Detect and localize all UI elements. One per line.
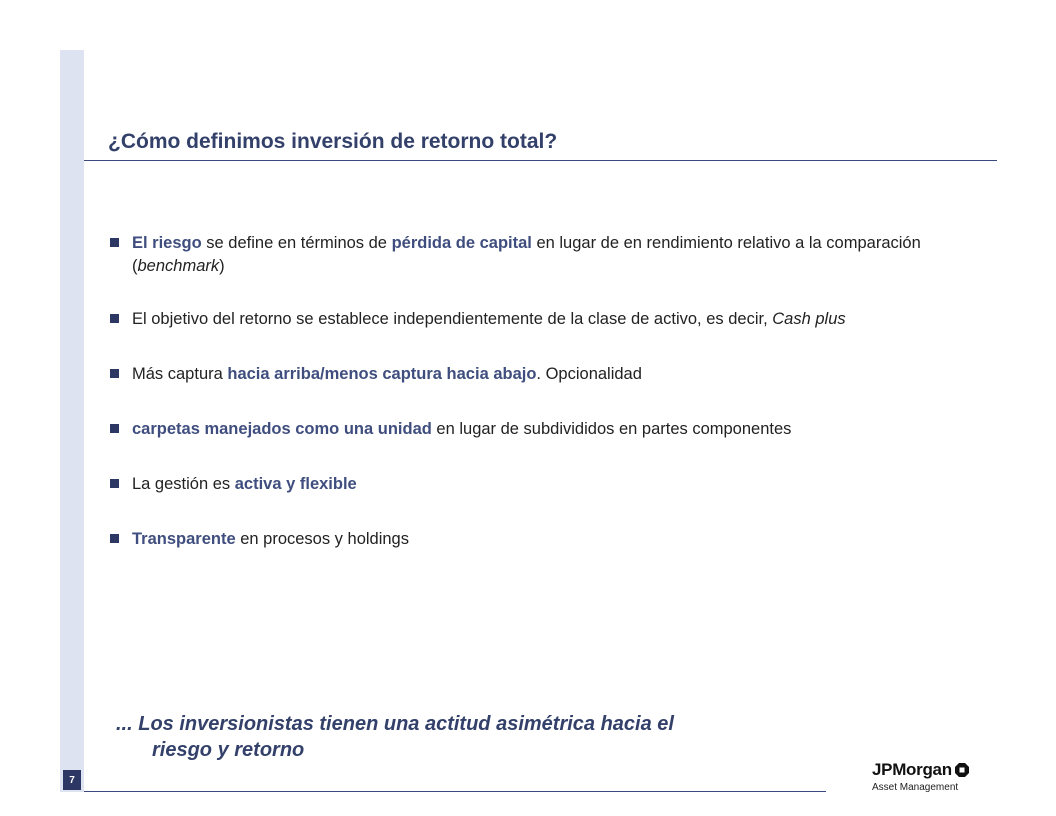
bullet-text: El objetivo del retorno se establece independientemente de la clase de activo, es decir,	[132, 310, 773, 328]
bullet-text: en lugar de en rendimiento relativo a la comparación (	[132, 234, 921, 275]
bullet-highlight: activa y flexible	[234, 475, 357, 493]
bullet-capture	[108, 363, 998, 386]
page-number: 7	[63, 770, 81, 790]
bullet-highlight: pérdida de capital	[391, 234, 532, 252]
title-divider	[84, 160, 997, 161]
bullet-management	[108, 473, 998, 496]
bullet-text: Más captura	[132, 365, 228, 383]
bullet-italic: Cash plus	[772, 310, 846, 328]
bullet-text: . Opcionalidad	[536, 365, 642, 383]
bullet-list	[108, 232, 998, 551]
bullet-risk	[108, 232, 998, 278]
logo-wordmark	[872, 760, 1012, 780]
bullet-highlight: carpetas manejados como una unidad	[132, 420, 432, 438]
jpmorgan-logo	[872, 760, 1012, 796]
bullet-highlight: El riesgo	[132, 234, 202, 252]
bullet-transparency	[108, 528, 998, 551]
conclusion-line-1: ... Los inversionistas tienen una actitud asimétrica hacia el	[116, 713, 674, 735]
bullet-highlight: Transparente	[132, 530, 236, 548]
logo-subtitle: Asset Management	[872, 782, 959, 793]
octagon-logo-icon	[955, 763, 969, 777]
logo-name: JPMorgan	[872, 760, 952, 779]
bullet-portfolios	[108, 418, 998, 441]
conclusion-line-2: riesgo y retorno	[152, 739, 305, 761]
conclusion-statement	[116, 711, 856, 763]
slide-title: ¿Cómo definimos inversión de retorno total?	[108, 130, 558, 153]
bullet-highlight: hacia arriba/menos captura hacia abajo	[227, 365, 537, 383]
bullet-text: en lugar de subdivididos en partes componentes	[431, 420, 792, 438]
bullet-text: se define en términos de	[201, 234, 392, 252]
footer-divider	[84, 791, 826, 792]
left-decorative-bar	[60, 50, 84, 792]
bullet-return-objective	[108, 308, 998, 331]
bullet-text: La gestión es	[132, 475, 235, 493]
bullet-italic: benchmark	[137, 257, 220, 275]
bullet-text: en procesos y holdings	[235, 530, 409, 548]
bullet-text: )	[219, 257, 225, 275]
